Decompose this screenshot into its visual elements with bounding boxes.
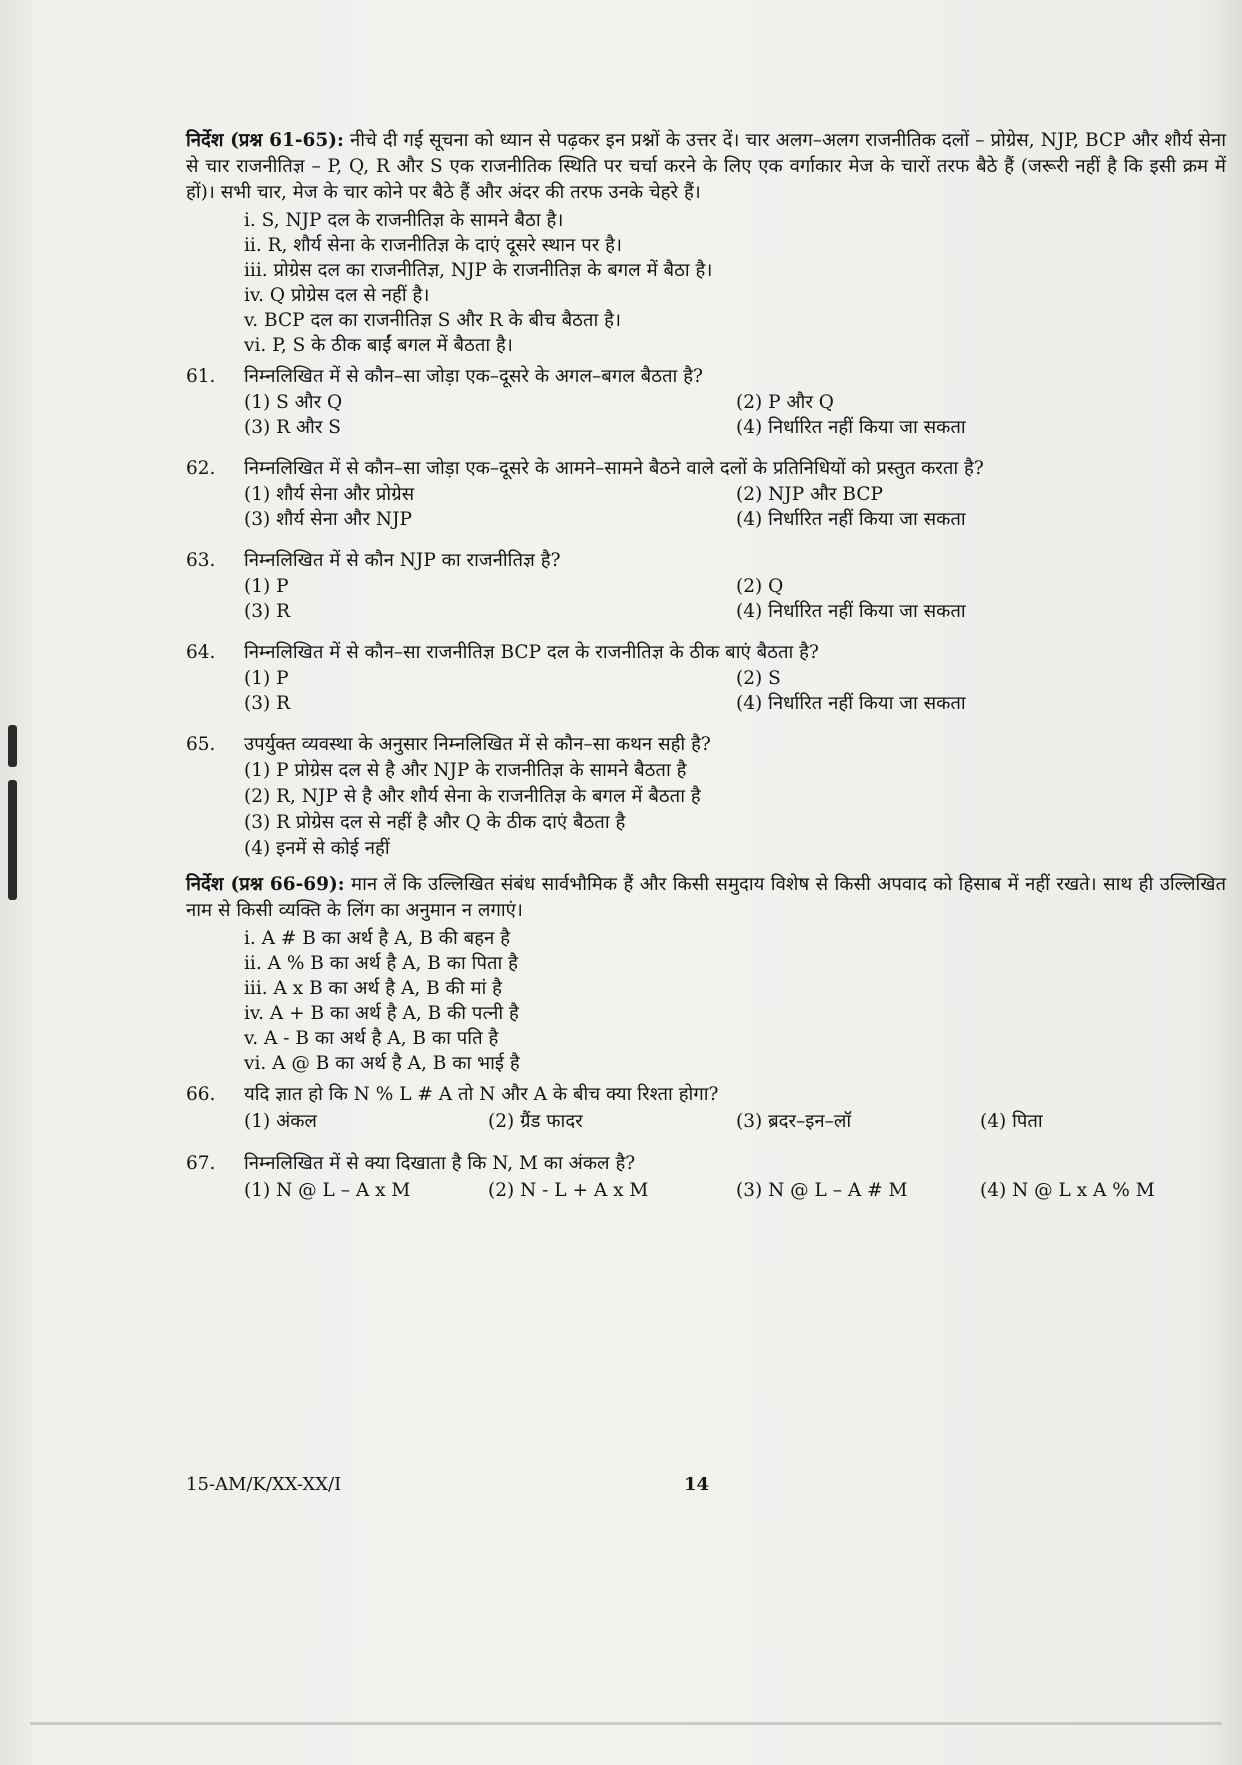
question-text: उपर्युक्त व्यवस्था के अनुसार निम्नलिखित में से कौन–सा कथन सही है? [244,734,711,755]
condition-item: v. BCP दल का राजनीतिज्ञ S और R के बीच बैठता है। [244,310,621,331]
options-63 [244,574,1226,624]
binding-mark-bottom [8,780,17,900]
option: (4) निर्धारित नहीं किया जा सकता [736,417,966,438]
question-61 [186,364,1226,390]
condition-item: iv. Q प्रोग्रेस दल से नहीं है। [244,285,430,306]
option: (1) N @ L – A x M [244,1180,411,1201]
question-text: निम्नलिखित में से कौन–सा जोड़ा एक–दूसरे के आमने–सामने बैठने वाले दलों के प्रतिनिधियों को प्रस्तुत करता है? [244,458,984,479]
option: (1) S और Q [244,392,343,413]
condition-item: ii. R, शौर्य सेना के राजनीतिज्ञ के दाएं दूसरे स्थान पर है। [244,235,622,256]
option: (4) इनमें से कोई नहीं [244,838,390,859]
option: (2) Q [736,576,784,597]
option: (2) N - L + A x M [488,1180,649,1201]
question-text: यदि ज्ञात हो कि N % L # A तो N और A के बीच क्या रिश्ता होगा? [244,1084,719,1105]
question-number: 64. [186,642,216,663]
condition-list [244,208,1226,358]
question-number: 67. [186,1153,216,1174]
option: (3) N @ L – A # M [736,1180,908,1201]
question-63 [186,548,1226,574]
relation-item: i. A # B का अर्थ है A, B की बहन है [244,928,511,949]
options-62 [244,482,1226,532]
direction-label: निर्देश (प्रश्न 61-65): [186,130,344,151]
options-64 [244,666,1226,716]
option: (2) ग्रैंड फादर [488,1111,583,1132]
option: (1) P [244,668,289,689]
option: (2) NJP और BCP [736,484,883,505]
direction-66-69 [186,872,1226,924]
option: (4) निर्धारित नहीं किया जा सकता [736,509,966,530]
direction-label: निर्देश (प्रश्न 66-69): [186,874,345,895]
options-66 [244,1108,1226,1135]
question-text: निम्नलिखित में से कौन NJP का राजनीतिज्ञ है? [244,550,561,571]
options-65 [244,758,1226,862]
relation-item: vi. A @ B का अर्थ है A, B का भाई है [244,1053,520,1074]
relation-item: v. A - B का अर्थ है A, B का पति है [244,1028,499,1049]
direction-text: मान लें कि उल्लिखित संबंध सार्वभौमिक हैं और किसी समुदाय विशेष से किसी अपवाद को हिसाब में नहीं रखते। साथ ही उल्लिखित नाम से किसी व्यक्ति के लिंग का अनुमान न लगाएं। [186,874,1227,921]
option: (3) R प्रोग्रेस दल से नहीं है और Q के ठीक दाएं बैठता है [244,812,626,833]
question-number: 62. [186,458,216,479]
question-text: निम्नलिखित में से कौन–सा जोड़ा एक–दूसरे के अगल–बगल बैठता है? [244,366,703,387]
option: (1) शौर्य सेना और प्रोग्रेस [244,484,415,505]
condition-item: iii. प्रोग्रेस दल का राजनीतिज्ञ, NJP के राजनीतिज्ञ के बगल में बैठा है। [244,260,713,281]
direction-text: नीचे दी गई सूचना को ध्यान से पढ़कर इन प्रश्नों के उत्तर दें। चार अलग–अलग राजनीतिक दलों – प्रोग्रेस, NJP, BCP और शौर्य सेना से चार राजनीतिज्ञ – P, Q, R और S एक राजनीतिक स्थिति पर चर्चा करने के लिए एक वर्गाकार मेज के चारों तरफ बैठे हैं (जरूरी नहीं है कि इसी क्रम में हों)। सभी चार, मेज के चार कोने पर बैठे हैं और अंदर की तरफ उनके चेहरे हैं। [186,130,1226,203]
options-67 [244,1177,1226,1204]
option: (4) पिता [980,1111,1043,1132]
scan-edge-line [30,1722,1222,1725]
option: (2) R, NJP से है और शौर्य सेना के राजनीतिज्ञ के बगल में बैठता है [244,786,701,807]
option: (2) S [736,668,781,689]
relation-list [244,926,1226,1076]
condition-item: vi. P, S के ठीक बाईं बगल में बैठता है। [244,335,513,356]
question-66 [186,1082,1226,1108]
option: (1) P [244,576,289,597]
option: (1) अंकल [244,1111,317,1132]
option: (4) निर्धारित नहीं किया जा सकता [736,693,966,714]
relation-item: iv. A + B का अर्थ है A, B की पत्नी है [244,1003,519,1024]
condition-item: i. S, NJP दल के राजनीतिज्ञ के सामने बैठा है। [244,210,564,231]
question-number: 66. [186,1084,216,1105]
direction-61-65 [186,128,1226,206]
question-text: निम्नलिखित में से कौन–सा राजनीतिज्ञ BCP दल के राजनीतिज्ञ के ठीक बाएं बैठता है? [244,642,819,663]
option: (4) निर्धारित नहीं किया जा सकता [736,601,966,622]
relation-item: iii. A x B का अर्थ है A, B की मां है [244,978,502,999]
option: (3) R और S [244,417,341,438]
option: (3) ब्रदर–इन–लॉ [736,1111,852,1132]
question-text: निम्नलिखित में से क्या दिखाता है कि N, M का अंकल है? [244,1153,636,1174]
question-number: 61. [186,366,216,387]
options-61 [244,390,1226,440]
question-64 [186,640,1226,666]
relation-item: ii. A % B का अर्थ है A, B का पिता है [244,953,519,974]
question-62 [186,456,1226,482]
question-67 [186,1151,1226,1177]
option: (1) P प्रोग्रेस दल से है और NJP के राजनीतिज्ञ के सामने बैठता है [244,760,687,781]
question-number: 65. [186,734,216,755]
option: (3) R [244,601,291,622]
question-number: 63. [186,550,216,571]
booklet-code: 15-AM/K/XX-XX/I [186,1474,342,1495]
question-65 [186,732,1226,758]
option: (2) P और Q [736,392,834,413]
page-number: 14 [684,1474,710,1495]
binding-mark-top [8,725,17,767]
option: (4) N @ L x A % M [980,1180,1155,1201]
option: (3) शौर्य सेना और NJP [244,509,412,530]
option: (3) R [244,693,291,714]
page-content [186,128,1226,1204]
